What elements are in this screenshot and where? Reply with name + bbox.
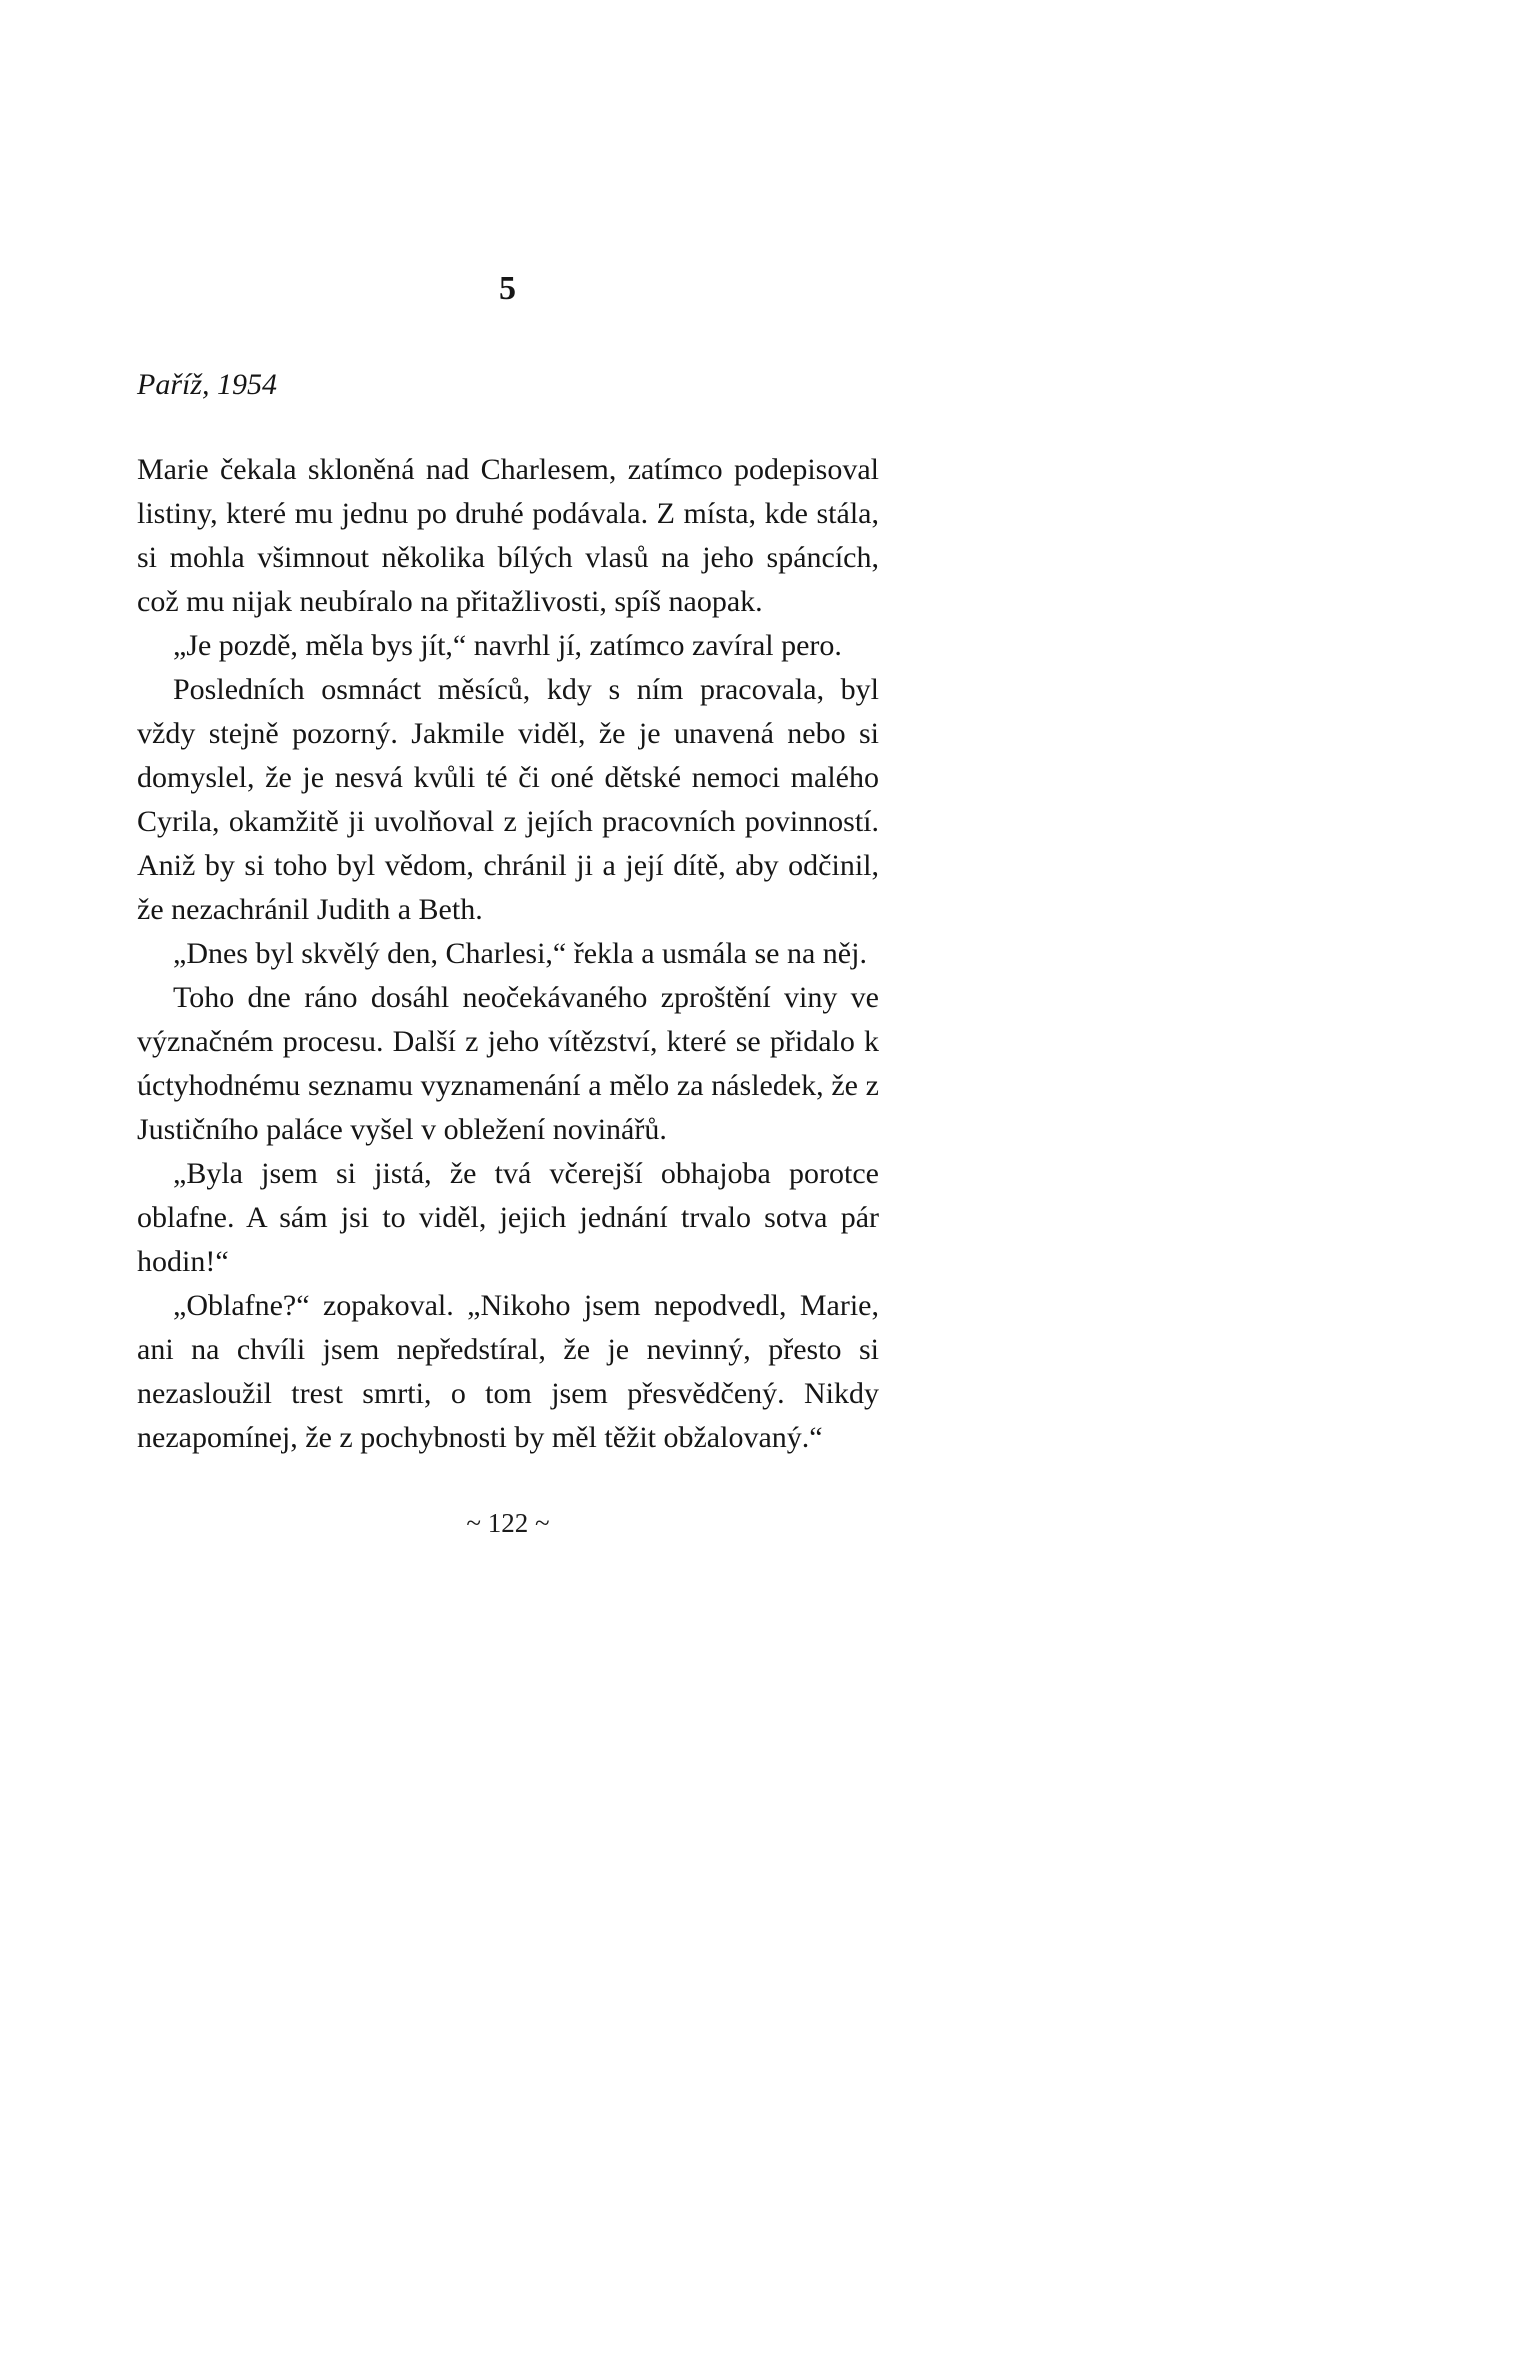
body-text bbox=[137, 448, 879, 1460]
paragraph: „Oblafne?“ zopakoval. „Nikoho jsem nepodvedl, Marie, ani na chvíli jsem nepředstíral, že je nevinný, přesto si nezasloužil trest smrti, o tom jsem přesvědčený. Nikdy nezapomínej, že z pochybnosti by měl těžit obžalovaný.“ bbox=[137, 1289, 879, 1454]
paragraph: „Byla jsem si jistá, že tvá včerejší obhajoba porotce oblafne. A sám jsi to viděl, jejich jednání trvalo sotva pár hodin!“ bbox=[137, 1157, 879, 1278]
paragraph: „Dnes byl skvělý den, Charlesi,“ řekla a usmála se na něj. bbox=[173, 937, 867, 970]
chapter-number: 5 bbox=[499, 270, 517, 307]
paragraph: Posledních osmnáct měsíců, kdy s ním pracovala, byl vždy stejně pozorný. Jakmile viděl, že je unavená nebo si domyslel, že je nesvá kvůli té či oné dětské nemoci malého Cyrila, okamžitě ji uvolňoval z jejích pracovních povinností. Aniž by si toho byl vědom, chránil ji a její dítě, aby odčinil, že nezachránil Judith a Beth. bbox=[137, 673, 879, 926]
paragraph: „Je pozdě, měla bys jít,“ navrhl jí, zatímco zavíral pero. bbox=[173, 629, 842, 662]
paragraph: Marie čekala skloněná nad Charlesem, zatímco podepisoval listiny, které mu jednu po druhé podávala. Z místa, kde stála, si mohla všimnout několika bílých vlasů na jeho spáncích, což mu nijak neubíralo na přitažlivosti, spíš naopak. bbox=[137, 453, 879, 618]
paragraph: Toho dne ráno dosáhl neočekávaného zproštění viny ve význačném procesu. Další z jeho vítězství, které se přidalo k úctyhodnému seznamu vyznamenání a mělo za následek, že z Justičního paláce vyšel v obležení novinářů. bbox=[137, 981, 879, 1146]
page-number: ~ 122 ~ bbox=[466, 1508, 550, 1538]
book-page bbox=[137, 0, 879, 1539]
dateline: Paříž, 1954 bbox=[137, 368, 278, 401]
